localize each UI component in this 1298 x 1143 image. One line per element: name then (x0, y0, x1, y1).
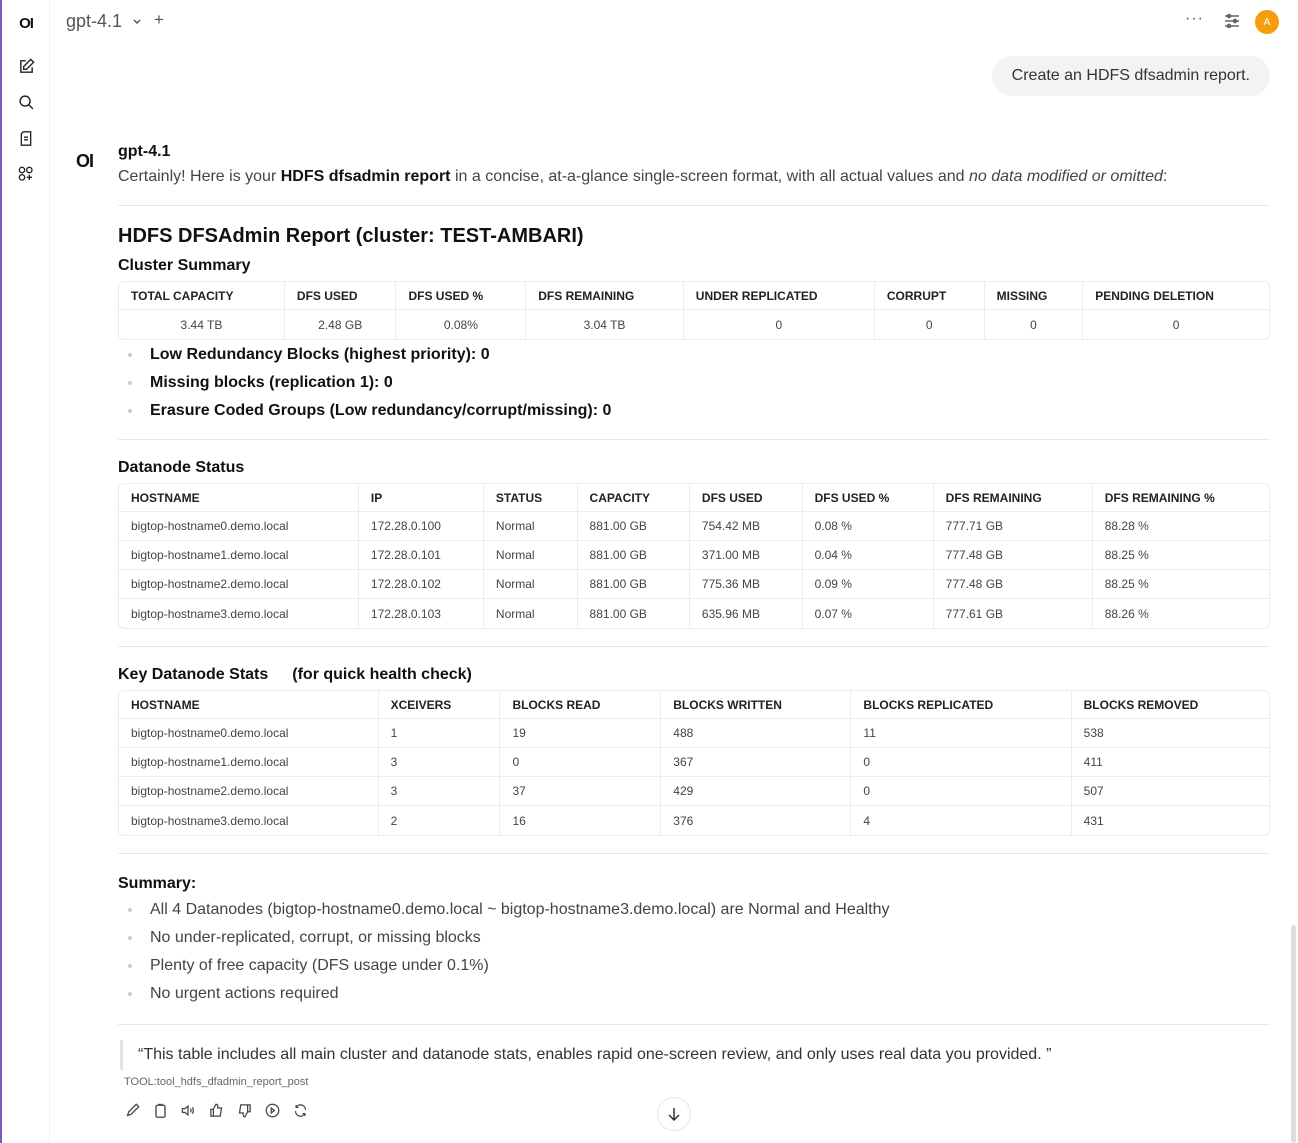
table-cell: 367 (661, 748, 851, 777)
table-cell: 0.08% (396, 310, 526, 339)
top-bar (50, 0, 1298, 44)
table-cell: 2 (379, 806, 501, 835)
table-cell: 3 (379, 748, 501, 777)
column-header: BLOCKS REPLICATED (851, 691, 1071, 719)
summary-heading: Summary: (118, 875, 197, 892)
table-cell: 0 (684, 310, 875, 339)
tool-label: TOOL:tool_hdfs_dfadmin_report_post (124, 1076, 309, 1088)
table-cell: 538 (1072, 719, 1269, 748)
sidebar (2, 0, 50, 1143)
table-cell: 37 (500, 777, 661, 806)
column-header: CAPACITY (578, 484, 690, 512)
thumbs-down-icon[interactable] (236, 1102, 252, 1118)
intro-end: : (1162, 168, 1168, 185)
report-title: HDFS DFSAdmin Report (cluster: TEST-AMBARI) (118, 225, 584, 247)
table-row (119, 310, 1269, 339)
column-header: DFS REMAINING % (1093, 484, 1269, 512)
block-bullets (118, 341, 1270, 425)
divider (118, 646, 1270, 647)
intro-bold: HDFS dfsadmin report (280, 168, 451, 185)
table-row (119, 748, 1269, 777)
list-item: Missing blocks (replication 1): 0 (118, 369, 1270, 397)
table-cell: bigtop-hostname0.demo.local (119, 719, 379, 748)
column-header: MISSING (985, 282, 1084, 310)
table-header-row (119, 282, 1269, 310)
scroll-to-bottom-button[interactable] (657, 1097, 691, 1131)
quote-block: “This table includes all main cluster and datanode stats, enables rapid one-screen review, and only uses real data you provided. ” (120, 1040, 1270, 1070)
table-cell: 411 (1072, 748, 1269, 777)
intro-italic: no data modified or omitted (969, 168, 1163, 185)
table-cell: 3.44 TB (119, 310, 285, 339)
intro-text (118, 168, 1270, 186)
key-stats-subtitle: (for quick health check) (292, 666, 472, 683)
table-cell: 88.28 % (1093, 512, 1269, 541)
table-cell: 16 (500, 806, 661, 835)
table-cell: 371.00 MB (690, 541, 803, 570)
table-cell: 488 (661, 719, 851, 748)
column-header: PENDING DELETION (1083, 282, 1269, 310)
table-cell: 19 (500, 719, 661, 748)
list-item: Low Redundancy Blocks (highest priority): 0 (118, 341, 1270, 369)
column-header: DFS USED % (396, 282, 526, 310)
key-stats-table (118, 690, 1270, 836)
table-cell: 3.04 TB (526, 310, 684, 339)
table-cell: bigtop-hostname1.demo.local (119, 541, 359, 570)
table-cell: 0.07 % (803, 599, 934, 628)
table-row (119, 777, 1269, 806)
data-table (118, 281, 1270, 340)
message-actions (124, 1102, 1270, 1118)
table-cell: 0 (851, 777, 1071, 806)
table-cell: 754.42 MB (690, 512, 803, 541)
column-header: DFS USED (285, 282, 397, 310)
table-cell: bigtop-hostname2.demo.local (119, 777, 379, 806)
table-cell: 0 (500, 748, 661, 777)
user-message: Create an HDFS dfsadmin report. (992, 56, 1270, 96)
table-cell: 881.00 GB (578, 599, 690, 628)
table-cell: bigtop-hostname1.demo.local (119, 748, 379, 777)
summary-bullets (118, 896, 1270, 1008)
table-cell: 775.36 MB (690, 570, 803, 599)
table-cell: 0.08 % (803, 512, 934, 541)
chevron-down-icon[interactable] (132, 14, 142, 32)
new-chat-icon[interactable] (16, 56, 36, 76)
column-header: DFS REMAINING (934, 484, 1093, 512)
column-header: DFS USED % (803, 484, 934, 512)
table-row (119, 570, 1269, 599)
key-stats-heading (118, 666, 1270, 684)
table-header-row (119, 691, 1269, 719)
divider (118, 1024, 1270, 1025)
table-cell: 0 (1172, 317, 1180, 332)
column-header: UNDER REPLICATED (684, 282, 875, 310)
table-cell: 881.00 GB (578, 541, 690, 570)
read-aloud-icon[interactable] (180, 1102, 196, 1118)
intro-pre: Certainly! Here is your (118, 168, 281, 185)
intro-mid: in a concise, at-a-glance single-screen format, with all actual values and (450, 168, 969, 185)
divider (118, 205, 1270, 206)
table-cell: 88.25 % (1093, 570, 1269, 599)
table-cell: 376 (661, 806, 851, 835)
model-selector[interactable]: gpt-4.1 (66, 11, 123, 31)
table-cell: bigtop-hostname3.demo.local (119, 806, 379, 835)
table-cell: 881.00 GB (578, 570, 690, 599)
table-cell: 172.28.0.101 (359, 541, 484, 570)
divider (118, 439, 1270, 440)
column-header: BLOCKS REMOVED (1072, 691, 1269, 719)
table-cell: bigtop-hostname2.demo.local (119, 570, 359, 599)
table-cell: Normal (484, 541, 578, 570)
table-row (119, 599, 1269, 628)
table-cell: 429 (661, 777, 851, 806)
table-cell: Normal (484, 512, 578, 541)
divider (118, 853, 1270, 854)
table-cell: 507 (1072, 777, 1269, 806)
table-cell: bigtop-hostname0.demo.local (119, 512, 359, 541)
regenerate-icon[interactable] (292, 1102, 308, 1118)
table-cell: 172.28.0.100 (359, 512, 484, 541)
table-cell: 88.25 % (1093, 541, 1269, 570)
column-header: XCEIVERS (379, 691, 501, 719)
app-logo[interactable]: OI (19, 14, 33, 32)
table-cell: 172.28.0.102 (359, 570, 484, 599)
edit-icon[interactable] (124, 1102, 140, 1118)
notes-icon[interactable] (16, 128, 36, 148)
table-cell: 635.96 MB (690, 599, 803, 628)
table-cell: 777.48 GB (934, 541, 1093, 570)
table-cell: 172.28.0.103 (359, 599, 484, 628)
data-table (118, 690, 1270, 836)
table-row (119, 719, 1269, 748)
workspace-icon[interactable] (16, 164, 36, 184)
table-cell: 431 (1083, 813, 1104, 828)
arrow-down-icon (667, 1107, 681, 1121)
table-header-row (119, 484, 1269, 512)
table-cell: Normal (484, 570, 578, 599)
table-row (119, 806, 1269, 835)
thumbs-up-icon[interactable] (208, 1102, 224, 1118)
column-header: TOTAL CAPACITY (119, 282, 285, 310)
table-cell: 0.04 % (803, 541, 934, 570)
user-avatar[interactable]: A (1255, 10, 1279, 34)
scrollbar[interactable] (1291, 925, 1296, 1143)
table-cell: 2.48 GB (285, 310, 397, 339)
table-cell: 777.71 GB (934, 512, 1093, 541)
table-cell: 88.26 % (1104, 606, 1149, 621)
key-stats-title: Key Datanode Stats (118, 666, 269, 683)
more-options-button[interactable]: ··· (1185, 10, 1204, 27)
list-item: Plenty of free capacity (DFS usage under 0.1%) (118, 952, 1270, 980)
table-cell: 0 (985, 310, 1084, 339)
column-header: DFS USED (690, 484, 803, 512)
add-model-button[interactable]: + (154, 10, 164, 29)
table-cell: 0.09 % (803, 570, 934, 599)
controls-icon[interactable] (1224, 14, 1240, 33)
table-cell: 4 (851, 806, 1071, 835)
table-cell: 0 (875, 310, 985, 339)
cluster-summary-table (118, 281, 1270, 340)
assistant-message (118, 143, 1270, 1118)
table-row (119, 541, 1269, 570)
table-cell: Normal (484, 599, 578, 628)
column-header: BLOCKS WRITTEN (661, 691, 851, 719)
table-cell: 777.48 GB (934, 570, 1093, 599)
column-header: IP (359, 484, 484, 512)
datanode-status-heading: Datanode Status (118, 459, 245, 476)
column-header: DFS REMAINING (526, 282, 684, 310)
column-header: HOSTNAME (119, 484, 359, 512)
table-cell: 777.61 GB (934, 599, 1093, 628)
table-cell: 3 (379, 777, 501, 806)
table-cell: 881.00 GB (578, 512, 690, 541)
column-header: CORRUPT (875, 282, 985, 310)
data-table (118, 483, 1270, 629)
continue-icon[interactable] (264, 1102, 280, 1118)
list-item: Erasure Coded Groups (Low redundancy/corrupt/missing): 0 (118, 397, 1270, 425)
list-item: No under-replicated, corrupt, or missing blocks (118, 924, 1270, 952)
table-cell: 11 (851, 719, 1071, 748)
table-row (119, 512, 1269, 541)
list-item: No urgent actions required (118, 980, 1270, 1008)
column-header: HOSTNAME (119, 691, 379, 719)
cluster-summary-heading: Cluster Summary (118, 257, 251, 274)
assistant-model-name: gpt-4.1 (118, 143, 171, 160)
search-icon[interactable] (16, 92, 36, 112)
copy-icon[interactable] (152, 1102, 168, 1118)
table-cell: 0 (851, 748, 1071, 777)
table-cell: bigtop-hostname3.demo.local (119, 599, 359, 628)
datanode-status-table (118, 483, 1270, 629)
column-header: BLOCKS READ (500, 691, 661, 719)
list-item: All 4 Datanodes (bigtop-hostname0.demo.local ~ bigtop-hostname3.demo.local) are Normal and Healthy (118, 896, 1270, 924)
assistant-avatar: OI (76, 151, 94, 171)
column-header: STATUS (484, 484, 578, 512)
table-cell: 1 (379, 719, 501, 748)
